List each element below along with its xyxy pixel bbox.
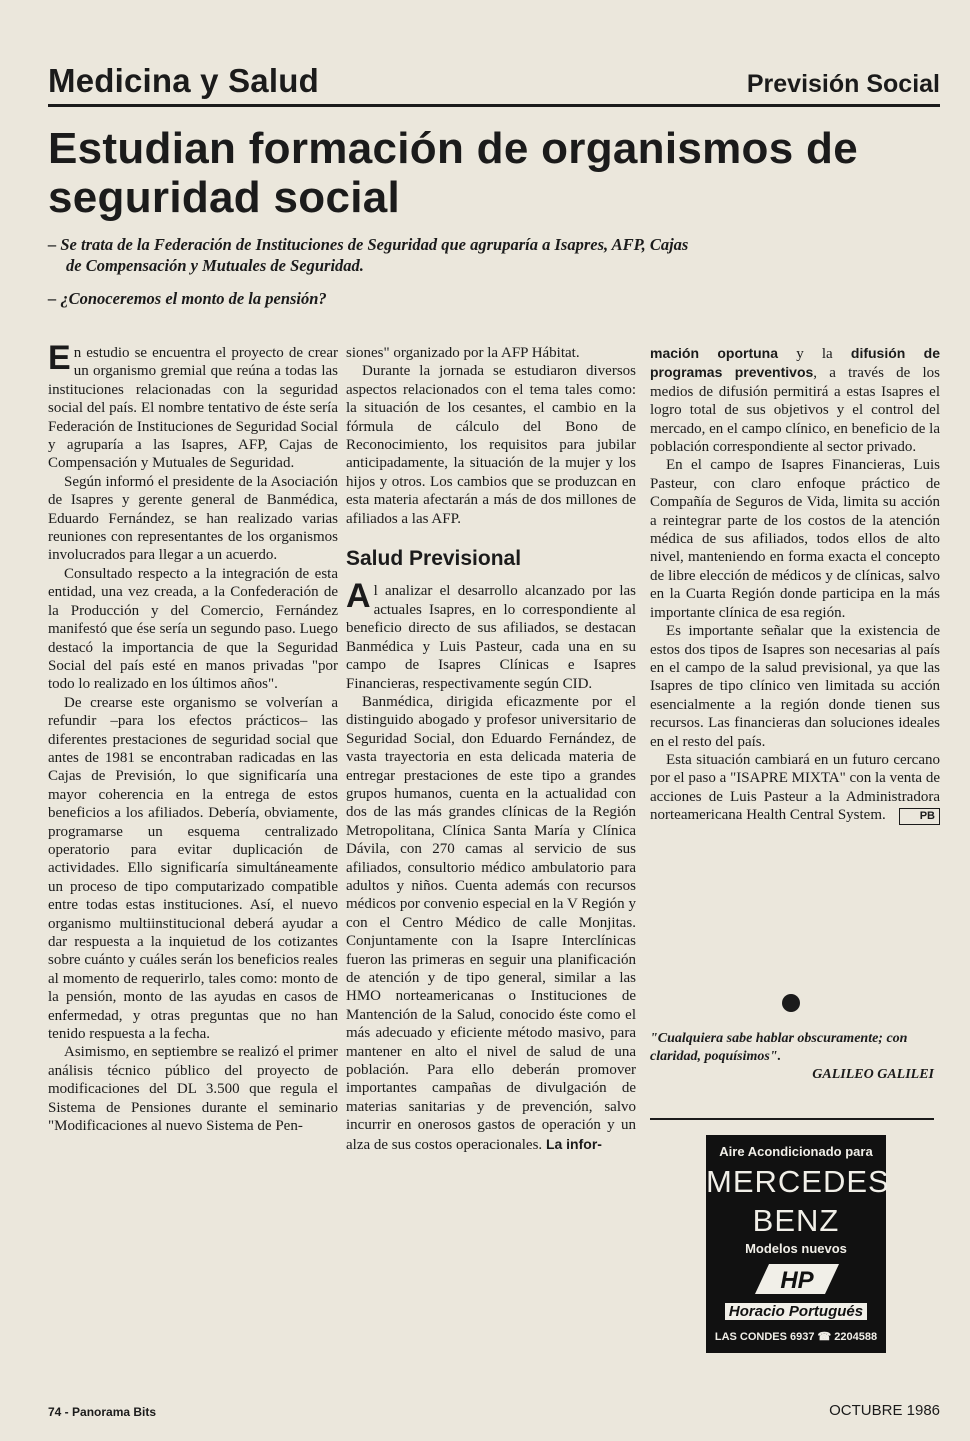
col3-p1-text: , a través de los medios de difusión permitirá a estas Isapres el logro total de sus objetivos y el control del mercado, en el campo clínico, en beneficio de la población correspondiente al sector privado.: [650, 365, 940, 456]
col1-paragraph-5: Asimismo, en septiembre se realizó el primer análisis técnico público del proyecto de modificaciones del DL 3.500 que regula el Sistema de Pensiones durante el seminario "Modificaciones al nuevo Sistema de Pen-: [48, 1044, 338, 1135]
advertisement: [706, 1135, 890, 1353]
column-1: [48, 339, 338, 1135]
col3-p4-text: Esta situación cambiará en un futuro cercano por el paso a "ISAPRE MIXTA" con la venta de acciones de Luis Pasteur a la Administradora norteamericana Health Central System.: [650, 751, 940, 824]
col3-paragraph-1: [650, 344, 940, 456]
section-title-right: Previsión Social: [746, 70, 940, 98]
deck-line-1: – Se trata de la Federación de Instituciones de Seguridad que agruparía a Isapres, AFP, Cajas de Compensación y Mutuales de Seguridad.: [48, 235, 689, 275]
drop-cap: A: [346, 577, 371, 616]
col2-p4-text: Banmédica, dirigida eficazmente por el distinguido abogado y profesor universitario de Seguridad Social, don Eduardo Fernández, de vasta trayectoria en esta delicada materia de entregar prestaciones de este tipo a grandes grupos humanos, cuenta en la actualidad con dos de las más grandes clínicas de la Región Metropolitana, Clínica Santa María y Clínica Dávila, con 270 camas al servicio de sus afiliados, consultorio médico ambulatorio para adultos y niños. Cuenta además con recursos médicos por convenio especial en la V Región y con el Centro Médico de calle Monjitas. Conjuntamente con la Isapre Interclínicas fueron las primeras en seguir una planificación de atención y de tipo general, similar a las HMO norteamericanas o Instituciones de Mantención de la Salud, conocido éste como el más adecuado y eficiente método masivo, para mantener en alto el nivel de salud de una población. Para ello deberán promover importantes campañas de divulgación de materias sanitarias y de prevención, salvo incurrir en onerosos gastos de operación y un alza de sus costos operacionales.: [346, 693, 636, 1153]
quote-box: [650, 1030, 934, 1084]
ad-top-line: Aire Acondicionado para: [719, 1144, 873, 1159]
col3-paragraph-3: Es importante señalar que la existencia de estos dos tipos de Isapres son necesarias al país en el campo de la salud previsional, ya que las Isapres de tipo clínico ven limitada su acción esencialmente a la región donde tienen sus recursos. Las financieras dan soluciones ideales en el resto del país.: [650, 623, 940, 750]
footer-date: OCTUBRE 1986: [829, 1402, 940, 1419]
col1-paragraph-2: Según informó el presidente de la Asociación de Isapres y gerente general de Banmédica, Eduardo Fernández, se han realizado varias reuniones con representantes de los organismos involucrados para llegar a un acuerdo.: [48, 473, 338, 564]
col1-paragraph-1: [48, 339, 338, 473]
ad-brand-line-2: BENZ: [752, 1203, 840, 1238]
col2-p4-bold: La infor-: [545, 1135, 602, 1152]
section-title-left: Medicina y Salud: [48, 62, 319, 99]
ad-brand-line-1: MERCEDES: [706, 1164, 890, 1199]
ad-dealer-name: Horacio Portugués: [725, 1303, 867, 1320]
col3-paragraph-2: En el campo de Isapres Financieras, Luis Pasteur, con claro enfoque práctico de Compañía de Seguros de Vida, limita su acción a reintegrar parte de los costos de la atención médica de sus afiliados, todos ellos de alto nivel, manteniendo en forma exacta el concepto de libre elección de médicos y de clínicas, salvo en la Cuarta Región donde participa en la más importante clínica de esa región.: [650, 457, 940, 621]
col2-paragraph-1: siones" organizado por la AFP Hábitat.: [346, 345, 580, 361]
col2-paragraph-4: [346, 693, 636, 1154]
column-2: [346, 344, 636, 1154]
column-3: [650, 344, 940, 825]
col2-paragraph-3: [346, 577, 636, 692]
author-signature: PB: [899, 808, 940, 825]
article-headline: Estudian formación de organismos de seguridad social: [48, 124, 858, 222]
subhead-salud-previsional: Salud Previsional: [346, 547, 522, 571]
col1-paragraph-4: De crearse este organismo se volverían a refundir –para los efectos prácticos– las diferentes prestaciones de seguridad social que antes de 1981 se encontraban radicadas en las Cajas de Previsión, lo que significaría una mayor coherencia en la entrega de estos beneficios a los afiliados. Debería, obviamente, programarse un esquema centralizado operatorio para evitar duplicación de actividades. Ello significaría simultáneamente un proceso de tipo computarizado compatible entre todas estas instituciones. Así, el nuevo organismo multiinstitucional deberá ayudar a dar respuesta a la inquietud de los cotizantes sobre cuánto y cuáles serán los beneficios reales al momento de requerirlo, tales como: monto de la pensión, monto de las ayudas en casos de enfermedad, y otras preguntas que no han tenido respuesta a la fecha.: [48, 694, 338, 1043]
ad-contact: LAS CONDES 6937 ☎ 2204588: [714, 1331, 878, 1343]
header-rule: [48, 104, 940, 107]
ad-subtitle: Modelos nuevos: [745, 1241, 847, 1256]
drop-cap: E: [48, 339, 71, 377]
col1-p1-text: n estudio se encuentra el proyecto de crear un organismo gremial que reúna a todas las instituciones relacionadas con la seguridad social del país. El nombre tentativo de éste sería Federación de Instituciones de Seguridad Social y agruparía a las Isapres, AFP, Cajas de Compensación y Mutuales de Seguridad.: [48, 345, 338, 472]
col3-paragraph-4: [650, 751, 940, 825]
col1-paragraph-3: Consultado respecto a la integración de esta entidad, una vez creada, a la Confederación de la Producción y del Comercio, Fernández manifestó que ése sería un segundo paso. Luego destacó la importancia de que la Seguridad Social del país esté en manos privadas "por todo lo realizado en los últimos años".: [48, 565, 338, 693]
bold-difusion: difusión de programas preventivos: [650, 345, 940, 381]
dealer-logo-icon: [706, 1262, 886, 1301]
quote-text: "Cualquiera sabe hablar obscuramente; con claridad, poquísimos".: [650, 1031, 908, 1064]
col3-p1-mid: y la: [796, 346, 833, 362]
col2-p3-text: l analizar el desarrollo alcanzado por las actuales Isapres, en lo correspondiente al beneficio directo de sus afiliados, se destacan Banmédica y Luis Pasteur, cada una en su campo de Isapres Clínicas e Isapres Financieras, respectivamente según CID.: [346, 583, 636, 692]
quote-author: GALILEO GALILEI: [812, 1067, 934, 1082]
dealer-logo-text: HP: [780, 1267, 814, 1294]
ad-rule: [650, 1118, 934, 1120]
col2-paragraph-2: Durante la jornada se estudiaron diversos aspectos relacionados con el tema tales como: la situación de los cesantes, el cambio en la fórmula de cálculo del Bono de Reconocimiento, los requisitos para jubilar anticipadamente, la situación de la mujer y los hijos y otros. Los cambios que se produzcan en esta materia afectarán a más de dos millones de afiliados a las AFP.: [346, 363, 636, 527]
footer-page-info: 74 - Panorama Bits: [48, 1405, 157, 1419]
article-deck: [48, 234, 708, 321]
bullet-dot: [782, 994, 800, 1012]
bold-informacion-oportuna: mación oportuna: [650, 345, 778, 361]
deck-line-2: – ¿Conoceremos el monto de la pensión?: [48, 289, 327, 308]
